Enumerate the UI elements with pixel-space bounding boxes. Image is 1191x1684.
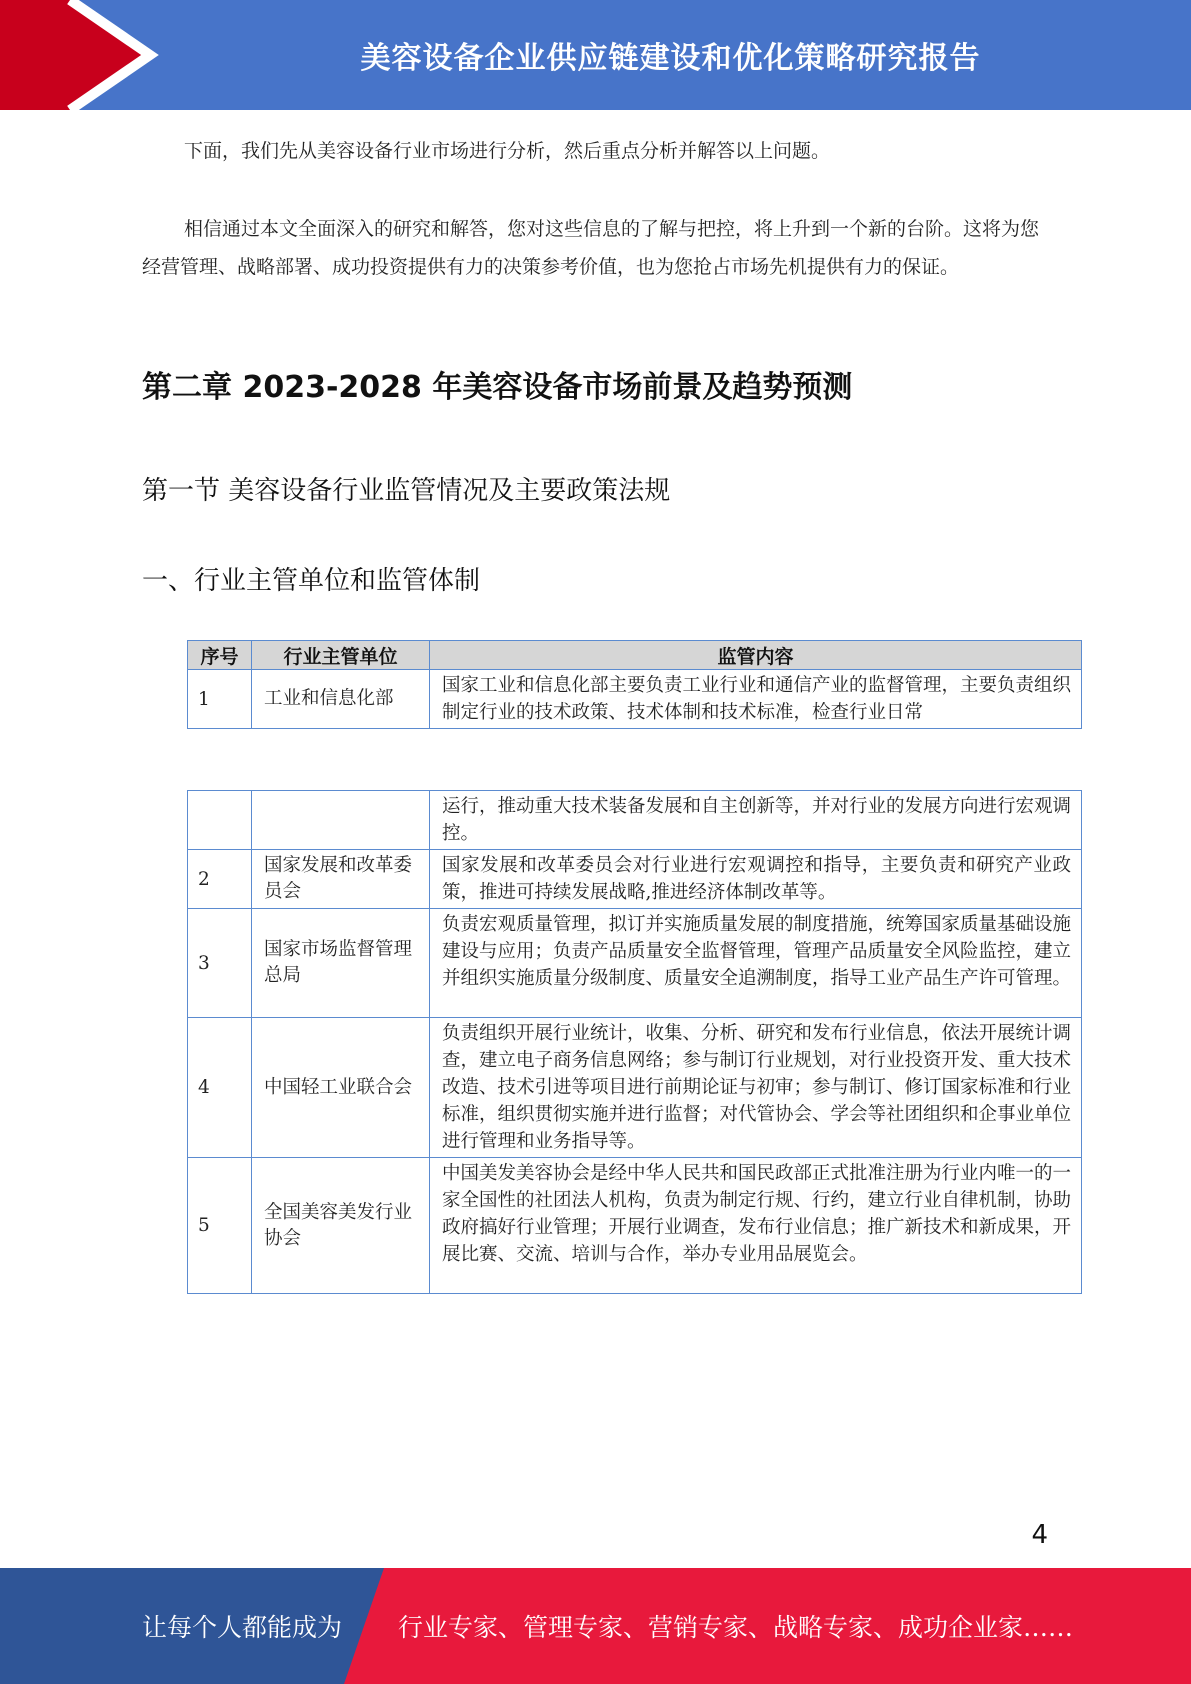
table-header-cell: 行业主管单位 (252, 641, 430, 670)
footer-slogan-left: 让每个人都能成为 (142, 1613, 343, 1642)
subsection-heading: 一、行业主管单位和监管体制 (142, 566, 481, 596)
row-number: 4 (188, 1018, 252, 1158)
row-number: 2 (188, 850, 252, 909)
page-footer (0, 1568, 1191, 1684)
row-number: 5 (188, 1158, 252, 1294)
row-number: 1 (188, 670, 252, 729)
authority-name: 工业和信息化部 (252, 670, 430, 729)
intro-paragraph-2: 相信通过本文全面深入的研究和解答，您对这些信息的了解与把控，将上升到一个新的台阶。这将为您经营管理、战略部署、成功投资提供有力的决策参考价值，也为您抢占市场先机提供有力的保证。 (142, 218, 1040, 278)
section-heading: 第一节 美容设备行业监管情况及主要政策法规 (142, 476, 671, 506)
authority-name: 全国美容美发行业协会 (252, 1158, 430, 1294)
footer-slogan-right: 行业专家、管理专家、营销专家、战略专家、成功企业家…… (398, 1613, 1074, 1642)
page-header (0, 0, 1191, 110)
intro-paragraph-1: 下面，我们先从美容设备行业市场进行分析，然后重点分析并解答以上问题。 (184, 140, 831, 162)
row-number: 3 (188, 909, 252, 1018)
chapter-heading: 第二章 2023-2028 年美容设备市场前景及趋势预测 (142, 370, 853, 405)
authority-name (252, 791, 430, 850)
table-row (188, 909, 1082, 1018)
report-title: 美容设备企业供应链建设和优化策略研究报告 (360, 41, 981, 76)
table-header-cell: 序号 (188, 641, 252, 670)
authority-name: 中国轻工业联合会 (252, 1018, 430, 1158)
table-row (188, 850, 1082, 909)
table-row (188, 670, 1082, 729)
table-row (188, 1158, 1082, 1294)
table-row (188, 791, 1082, 850)
table-header-row (188, 641, 1082, 670)
authority-name: 国家发展和改革委员会 (252, 850, 430, 909)
header-arrow-decoration (0, 0, 160, 110)
supervision-content: 负责宏观质量管理，拟订并实施质量发展的制度措施，统筹国家质量基础设施建设与应用；负责产品质量安全监督管理，管理产品质量安全风险监控，建立并组织实施质量分级制度、质量安全追溯制度，指导工业产品生产许可管理。 (430, 909, 1082, 1018)
supervision-content: 国家工业和信息化部主要负责工业行业和通信产业的监督管理，主要负责组织制定行业的技术政策、技术体制和技术标准，检查行业日常 (430, 670, 1082, 729)
supervision-content: 负责组织开展行业统计，收集、分析、研究和发布行业信息，依法开展统计调查，建立电子商务信息网络；参与制订行业规划，对行业投资开发、重大技术改造、技术引进等项目进行前期论证与初审；参与制订、修订国家标准和行业标准，组织贯彻实施并进行监督；对代管协会、学会等社团组织和企事业单位进行管理和业务指导等。 (430, 1018, 1082, 1158)
supervision-content: 国家发展和改革委员会对行业进行宏观调控和指导，主要负责和研究产业政策，推进可持续发展战略,推进经济体制改革等。 (430, 850, 1082, 909)
regulator-table-part-2 (187, 790, 1082, 1294)
page-number: 4 (1031, 1520, 1048, 1550)
authority-name: 国家市场监督管理总局 (252, 909, 430, 1018)
table-header-cell: 监管内容 (430, 641, 1082, 670)
table-row (188, 1018, 1082, 1158)
row-number (188, 791, 252, 850)
regulator-table-part-1 (187, 640, 1082, 729)
supervision-content: 运行，推动重大技术装备发展和自主创新等，并对行业的发展方向进行宏观调控。 (430, 791, 1082, 850)
supervision-content: 中国美发美容协会是经中华人民共和国民政部正式批准注册为行业内唯一的一家全国性的社团法人机构，负责为制定行规、行约，建立行业自律机制，协助政府搞好行业管理；开展行业调查，发布行业信息；推广新技术和新成果，开展比赛、交流、培训与合作，举办专业用品展览会。 (430, 1158, 1082, 1294)
